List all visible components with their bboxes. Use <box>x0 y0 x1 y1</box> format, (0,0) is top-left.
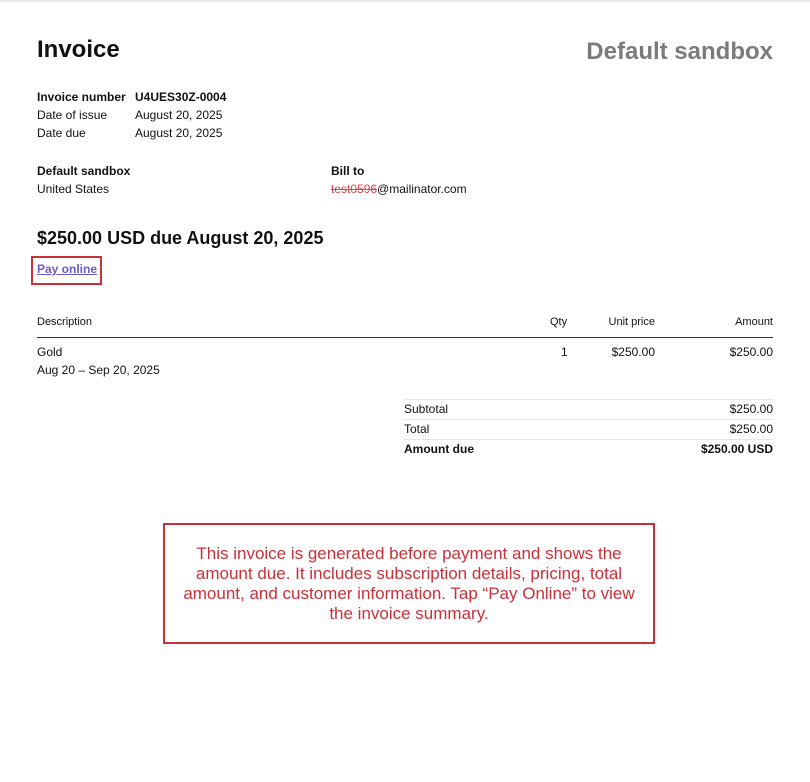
annotation-text: This invoice is generated before payment and shows the amount due. It includes subscription details, pricing, total amount, and customer information. Tap “Pay Online” to view the invoice summary. <box>183 543 635 623</box>
table-row <box>37 338 773 378</box>
redacted-email-user: test0596 <box>331 182 378 196</box>
date-due-row <box>37 124 226 142</box>
email-domain: @mailinator.com <box>377 182 467 196</box>
item-qty: 1 <box>561 345 568 359</box>
pay-online-link[interactable]: Pay online <box>37 262 98 276</box>
meta-label: Invoice number <box>37 90 126 104</box>
top-divider <box>0 0 810 2</box>
line-items-table <box>37 316 773 378</box>
seller-heading: Default sandbox <box>37 164 131 178</box>
total-label: Total <box>404 422 430 436</box>
col-description: Description <box>37 316 93 328</box>
invoice-meta <box>37 88 226 142</box>
subtotal-value: $250.00 <box>729 402 773 416</box>
col-amount: Amount <box>735 316 773 328</box>
seller-country: United States <box>37 182 110 196</box>
subtotal-label: Subtotal <box>404 402 449 416</box>
date-due: August 20, 2025 <box>135 126 223 140</box>
amount-due-label: Amount due <box>404 442 474 456</box>
item-description: Gold <box>37 345 63 359</box>
meta-label: Date of issue <box>37 108 108 122</box>
item-unit-price: $250.00 <box>611 345 655 359</box>
invoice-number-row <box>37 88 226 106</box>
amount-due-row <box>404 439 773 459</box>
bill-to-heading: Bill to <box>331 164 365 178</box>
brand-name: Default sandbox <box>586 38 773 65</box>
item-period: Aug 20 – Sep 20, 2025 <box>37 363 160 377</box>
subtotal-row <box>404 399 773 419</box>
col-unit-price: Unit price <box>608 316 655 328</box>
page-title: Invoice <box>37 36 120 63</box>
invoice-number: U4UES30Z-0004 <box>135 90 227 104</box>
total-row <box>404 419 773 439</box>
annotation-box <box>163 523 655 644</box>
meta-label: Date due <box>37 126 86 140</box>
col-qty: Qty <box>550 316 568 328</box>
date-of-issue-row <box>37 106 226 124</box>
bill-to-block <box>331 162 467 198</box>
table-header <box>37 316 773 338</box>
total-value: $250.00 <box>729 422 773 436</box>
seller-block <box>37 162 130 198</box>
item-amount: $250.00 <box>729 345 773 359</box>
date-of-issue: August 20, 2025 <box>135 108 223 122</box>
totals-block <box>404 399 773 459</box>
bill-to-email <box>331 180 467 198</box>
amount-due-heading: $250.00 USD due August 20, 2025 <box>37 228 324 248</box>
amount-due-value: $250.00 USD <box>700 442 773 456</box>
